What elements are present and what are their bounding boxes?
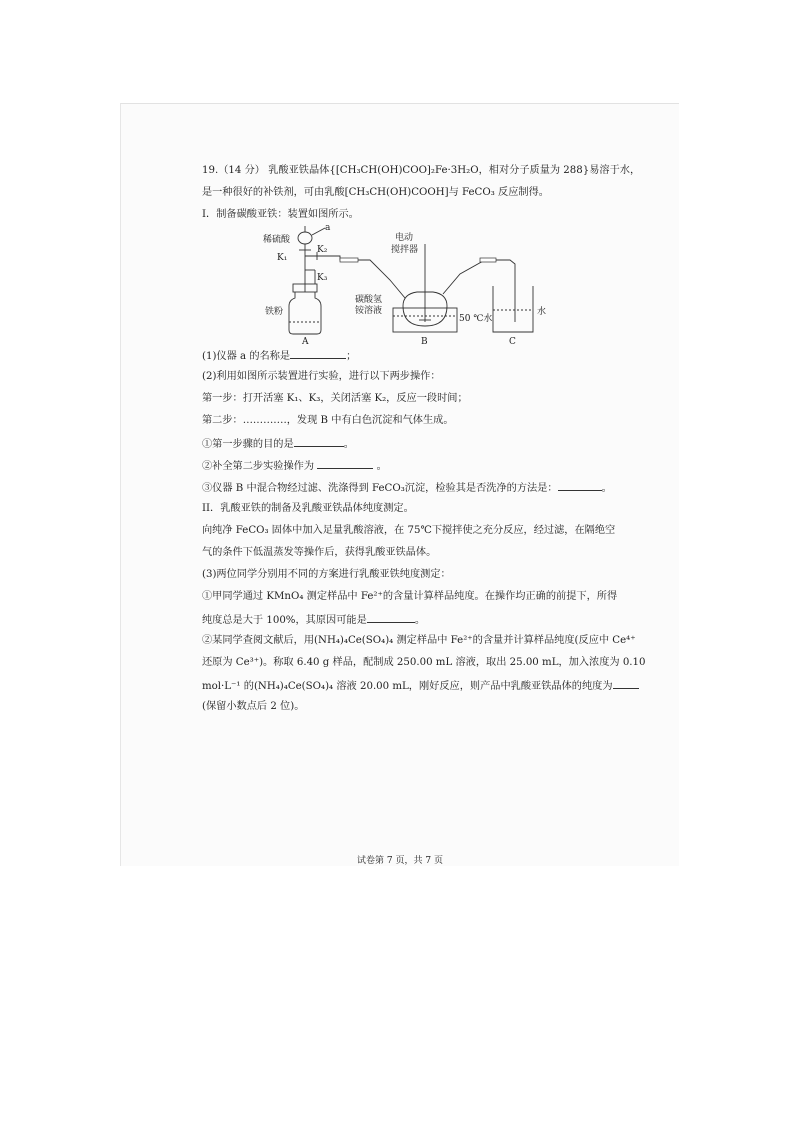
q3b-line-1: ②某同学查阅文献后，用(NH₄)₄Ce(SO₄)₄ 测定样品中 Fe²⁺的含量并计算样品纯度(反应中 Ce⁴⁺: [202, 635, 636, 646]
label-C: C: [509, 337, 516, 347]
sub3: ③仪器 B 中混合物经过滤、洗涤得到 FeCO₃沉淀，检验其是否洗净的方法是： 。: [202, 480, 612, 496]
label-k1: K₁: [277, 253, 288, 263]
label-A: A: [302, 337, 309, 347]
label-water: 水: [537, 307, 547, 317]
question-number: 19.（14 分）: [202, 165, 265, 176]
answer-blank-q1[interactable]: [290, 348, 346, 359]
sub2: ②补全第二步实验操作为 。: [202, 458, 387, 474]
part2-line-1: 向纯净 FeCO₃ 固体中加入足量乳酸溶液，在 75℃下搅拌使之充分反应，经过滤，在隔绝空: [202, 525, 616, 536]
question-intro: 乳酸亚铁晶体{[CH₃CH(OH)COO]₂Fe·3H₂O，相对分子质量为 288}易溶于水，: [268, 165, 641, 176]
label-a: a: [325, 223, 331, 233]
label-dilute-acid: 稀硫酸: [263, 235, 291, 245]
label-stirrer-1: 电动: [395, 233, 414, 243]
q3a-line-1: ①甲同学通过 KMnO₄ 测定样品中 Fe²⁺的含量计算样品纯度。在操作均正确的前提下，所得: [202, 591, 618, 602]
q3b-line-2: 还原为 Ce³⁺)。称取 6.40 g 样品，配制成 250.00 mL 溶液，取出 25.00 mL，加入浓度为 0.10: [202, 657, 646, 668]
label-stirrer-2: 搅拌器: [391, 245, 419, 255]
sub1: ①第一步骤的目的是 。: [202, 436, 354, 452]
answer-blank-sub2[interactable]: [317, 458, 373, 469]
label-k3: K₃: [317, 273, 328, 283]
part2-line-2: 气的条件下低温蒸发等操作后，获得乳酸亚铁晶体。: [202, 547, 437, 558]
q3b-line-3: mol·L⁻¹ 的(NH₄)₄Ce(SO₄)₄ 溶液 20.00 mL，刚好反应，则产品中乳酸亚铁晶体的纯度为: [202, 678, 639, 694]
step1: 第一步：打开活塞 K₁、K₃，关闭活塞 K₂，反应一段时间；: [202, 393, 468, 404]
label-water-50: 50 ℃水: [459, 314, 493, 324]
step2: 第二步：………….，发现 B 中有白色沉淀和气体生成。: [202, 415, 454, 426]
apparatus-a: [289, 226, 335, 334]
label-bicarbonate-2: 铵溶液: [355, 306, 383, 316]
answer-blank-sub3[interactable]: [558, 480, 602, 491]
q3b-line-4: (保留小数点后 2 位)。: [202, 701, 305, 712]
q1: (1)仪器 a 的名称是 ；: [202, 348, 356, 364]
intro-line-2: 是一种很好的补铁剂，可由乳酸[CH₃CH(OH)COOH]与 FeCO₃ 反应制得。: [202, 187, 549, 198]
q2: (2)利用如图所示装置进行实验，进行以下两步操作：: [202, 371, 441, 382]
label-iron-powder: 铁粉: [265, 307, 284, 317]
q3a-line-2: 纯度总是大于 100%，其原因可能是 。: [202, 612, 425, 628]
apparatus-figure: [255, 222, 560, 347]
apparatus-b: [393, 244, 457, 332]
label-k2: K₂: [317, 245, 328, 255]
label-B: B: [421, 337, 428, 347]
q3: (3)两位同学分别用不同的方案进行乳酸亚铁纯度测定：: [202, 569, 451, 580]
apparatus-c: [493, 286, 533, 332]
answer-blank-q3a[interactable]: [367, 612, 415, 623]
answer-blank-sub1[interactable]: [294, 436, 344, 447]
label-bicarbonate-1: 碳酸氢: [355, 295, 383, 305]
page-footer: 试卷第 7 页，共 7 页: [357, 856, 443, 866]
part2-title: II．乳酸亚铁的制备及乳酸亚铁晶体纯度测定。: [202, 503, 414, 514]
answer-blank-q3b[interactable]: [613, 678, 639, 689]
question-header: [202, 164, 640, 178]
part1-title: I．制备碳酸亚铁：装置如图所示。: [202, 209, 359, 220]
